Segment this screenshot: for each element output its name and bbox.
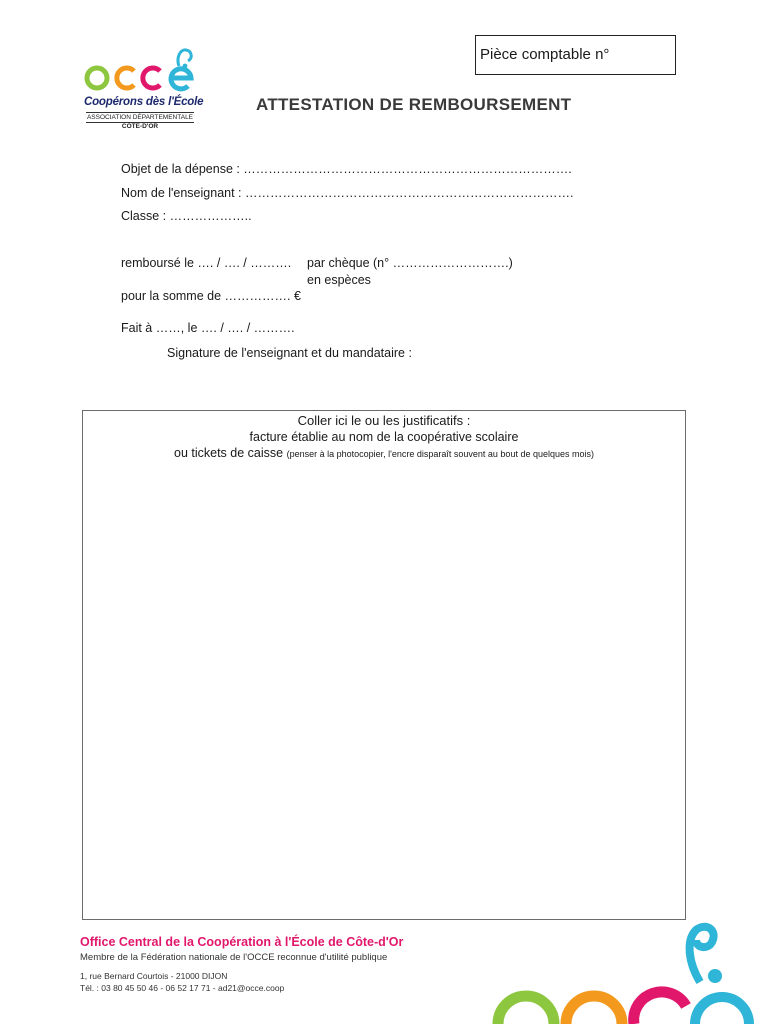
paste-receipt-note xyxy=(83,446,685,460)
footer-org-name: Office Central de la Coopération à l'École de Côte-d'Or xyxy=(80,935,404,949)
footer-address: 1, rue Bernard Courtois - 21000 DIJON xyxy=(80,971,228,981)
logo-e xyxy=(171,69,191,89)
paste-photocopy-note: (penser à la photocopier, l'encre disparaît souvent au bout de quelques mois) xyxy=(286,449,594,459)
nom-enseignant-field[interactable]: Nom de l'enseignant : ……………………………………………………………………. xyxy=(121,186,574,200)
logo-tagline: Coopérons dès l'École xyxy=(84,96,204,108)
justificatifs-paste-area xyxy=(82,410,686,920)
logo-spiral xyxy=(178,50,191,66)
signature-label: Signature de l'enseignant et du mandataire : xyxy=(167,346,412,360)
footer-logo-o xyxy=(498,996,554,1024)
footer-logo-c1 xyxy=(566,996,622,1024)
footer-member: Membre de la Fédération nationale de l'OCCE reconnue d'utilité publique xyxy=(80,952,388,963)
footer-logo-e xyxy=(695,997,749,1024)
paste-instruction: Coller ici le ou les justificatifs : xyxy=(297,413,471,428)
footer-contact: Tél. : 03 80 45 50 46 - 06 52 17 71 - ad21@occe.coop xyxy=(80,983,285,993)
piece-comptable-field[interactable]: Pièce comptable n° xyxy=(475,35,676,75)
par-cheque-option[interactable]: par chèque (n° ……………………….) xyxy=(307,256,513,270)
rembourse-date-field[interactable]: remboursé le …. / …. / ………. xyxy=(121,256,292,270)
document-title: ATTESTATION DE REMBOURSEMENT xyxy=(256,95,572,114)
classe-field[interactable]: Classe : ……………….. xyxy=(121,209,252,223)
logo-o xyxy=(87,68,107,88)
footer-logo-dot xyxy=(708,969,722,983)
objet-depense-field[interactable]: Objet de la dépense : ……………………………………………………………………. xyxy=(121,162,572,176)
footer-occe-logo xyxy=(490,920,760,1024)
en-especes-option[interactable]: en espèces xyxy=(307,273,371,287)
logo-department: CÔTE-D'OR xyxy=(121,123,159,130)
logo-c1 xyxy=(117,68,134,88)
logo-dot xyxy=(183,64,188,69)
footer-logo-c2 xyxy=(634,992,686,1024)
fait-a-field[interactable]: Fait à ……, le …. / …. / ………. xyxy=(121,321,295,335)
paste-invoice-note: facture établie au nom de la coopérative scolaire xyxy=(249,430,519,444)
logo-c2 xyxy=(143,68,160,88)
paste-receipt-label: ou tickets de caisse xyxy=(174,446,284,460)
logo-association: ASSOCIATION DÉPARTEMENTALE xyxy=(86,114,194,121)
somme-field[interactable]: pour la somme de ……………. € xyxy=(121,289,301,303)
